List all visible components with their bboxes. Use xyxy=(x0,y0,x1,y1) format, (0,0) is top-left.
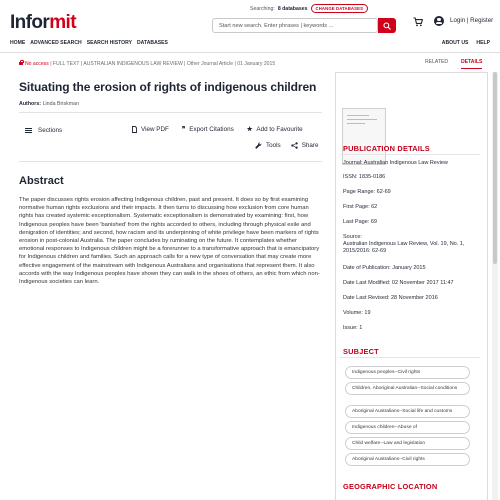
field-page-range: Page Range: 62-69 xyxy=(343,189,391,195)
subject-tag[interactable]: Child welfare--Law and legislation xyxy=(345,437,470,450)
informit-logo[interactable]: Informit xyxy=(10,12,76,33)
field-issue: Issue: 1 xyxy=(343,325,363,331)
field-source-label: Source: xyxy=(343,234,362,240)
sidebar-tabs xyxy=(335,59,490,71)
divider xyxy=(19,112,322,113)
abstract-heading: Abstract xyxy=(19,175,64,187)
nav-advanced-search[interactable]: ADVANCED SEARCH xyxy=(30,40,82,46)
subject-tag[interactable]: Aboriginal Australians--Civil rights xyxy=(345,453,470,466)
list-icon xyxy=(25,128,32,133)
sections-button[interactable]: Sections xyxy=(25,127,62,134)
divider xyxy=(340,154,480,155)
nav-search-history[interactable]: SEARCH HISTORY xyxy=(86,40,132,46)
add-to-favourite-button[interactable]: ★ Add to Favourite xyxy=(246,126,303,133)
field-journal: Journal: Australian Indigenous Law Review xyxy=(343,160,448,166)
article-actions xyxy=(132,126,303,133)
star-icon: ★ xyxy=(246,126,253,133)
nav-about-us[interactable]: ABOUT US xyxy=(441,40,469,46)
wrench-icon xyxy=(255,142,262,149)
field-issn: ISSN: 1835-0186 xyxy=(343,174,386,180)
article-meta-text: | FULL TEXT | AUSTRALIAN INDIGENOUS LAW REVIEW | Other Journal Article | 01 January 2015 xyxy=(48,61,276,67)
search-icon xyxy=(383,22,391,30)
document-icon xyxy=(132,126,137,133)
article-title: Situating the erosion of rights of indigenous children xyxy=(19,80,317,94)
subject-heading: SUBJECT xyxy=(343,347,379,356)
field-source-value: Australian Indigenous Law Review, Vol. 19, No. 1, 2015/2016: 62-69 xyxy=(343,241,465,255)
user-icon[interactable] xyxy=(434,16,444,26)
databases-count[interactable]: 8 databases xyxy=(277,5,308,12)
secondary-nav xyxy=(442,40,490,46)
database-scope xyxy=(250,4,368,13)
subject-tag[interactable]: Indigenous peoples--Civil rights xyxy=(345,366,470,379)
cart-icon[interactable] xyxy=(413,17,423,27)
main-nav xyxy=(10,40,490,51)
searching-label: Searching: xyxy=(250,5,275,12)
authors xyxy=(19,101,79,107)
tab-details[interactable]: DETAILS xyxy=(461,59,482,69)
publication-details-heading: PUBLICATION DETAILS xyxy=(343,144,430,153)
article-tools xyxy=(255,142,319,149)
subject-tag[interactable]: Children, Aboriginal Australian--Social conditions xyxy=(345,382,470,395)
export-citations-button[interactable]: ❞ Export Citations xyxy=(181,126,234,133)
nav-help[interactable]: HELP xyxy=(476,40,490,46)
field-date-last-modified: Date Last Modified: 02 November 2017 11:47 xyxy=(343,280,454,286)
abstract-text: The paper discusses rights erosion affecting Indigenous children, past and present. It does so by first examining normative human rights exclusions and their impacts. It then turns to discussing how exclusion from core human rights has created systemic exceptionalism. Systematic exceptionalism is demonstrated by examining: first, how Indigenous peoples have been 'banished' from the rights accorded to others, including through physical exile and denigration of identities; and second, how racism and its underpinning of white privilege have been markers of rights erosion in post-colonial Australia. The paper concludes by ruminating on the future. It contemplates whether emotional responses to Indigenous children might be a forerunner to a transformative approach that is emancipatory for Indigenous children and families. Such an approach calls for a new type of conversation that may create more effective engagement of the mainstream with Indigenous Australians and organisations that represent them. It also accords with the way Indigenous peoples have shown they can walk in the shoes of others, an ethic from which non-Indigenous societies can learn. xyxy=(19,197,320,286)
nav-home[interactable]: HOME xyxy=(10,40,26,46)
divider xyxy=(19,161,322,162)
search-input[interactable]: Start new search. Enter phrases | keywords ... xyxy=(212,18,378,33)
field-first-page: First Page: 62 xyxy=(343,204,378,210)
subject-tag[interactable]: Indigenous children--Abuse of xyxy=(345,421,470,434)
share-button[interactable]: Share xyxy=(291,142,319,149)
no-access-badge: No access xyxy=(19,61,49,67)
authors-label: Authors: xyxy=(19,101,42,107)
field-last-page: Last Page: 69 xyxy=(343,219,377,225)
journal-cover-thumbnail[interactable] xyxy=(342,108,386,165)
geographic-location-heading: GEOGRAPHIC LOCATION xyxy=(343,482,438,491)
author-link[interactable]: Linda Briskman xyxy=(42,101,80,107)
share-icon xyxy=(291,142,298,149)
tools-button[interactable]: Tools xyxy=(255,142,281,149)
article-meta xyxy=(19,60,319,68)
divider xyxy=(340,357,480,358)
quote-icon: ❞ xyxy=(181,126,186,133)
subject-tag[interactable]: Aboriginal Australians--Social life and customs xyxy=(345,405,470,418)
nav-divider xyxy=(0,52,500,53)
change-databases-button[interactable]: CHANGE DATABASES xyxy=(311,4,369,13)
view-pdf-button[interactable]: View PDF xyxy=(132,126,169,133)
tab-related[interactable]: RELATED xyxy=(425,59,449,65)
lock-icon xyxy=(19,62,23,65)
search-button[interactable] xyxy=(378,18,396,33)
nav-databases[interactable]: DATABASES xyxy=(137,40,168,46)
field-volume: Volume: 19 xyxy=(343,310,371,316)
field-date-last-revised: Date Last Revised: 28 November 2016 xyxy=(343,295,438,301)
field-date-of-publication: Date of Publication: January 2015 xyxy=(343,265,426,271)
login-register-link[interactable]: Login | Register xyxy=(450,17,494,24)
scrollbar-thumb[interactable] xyxy=(493,72,497,264)
